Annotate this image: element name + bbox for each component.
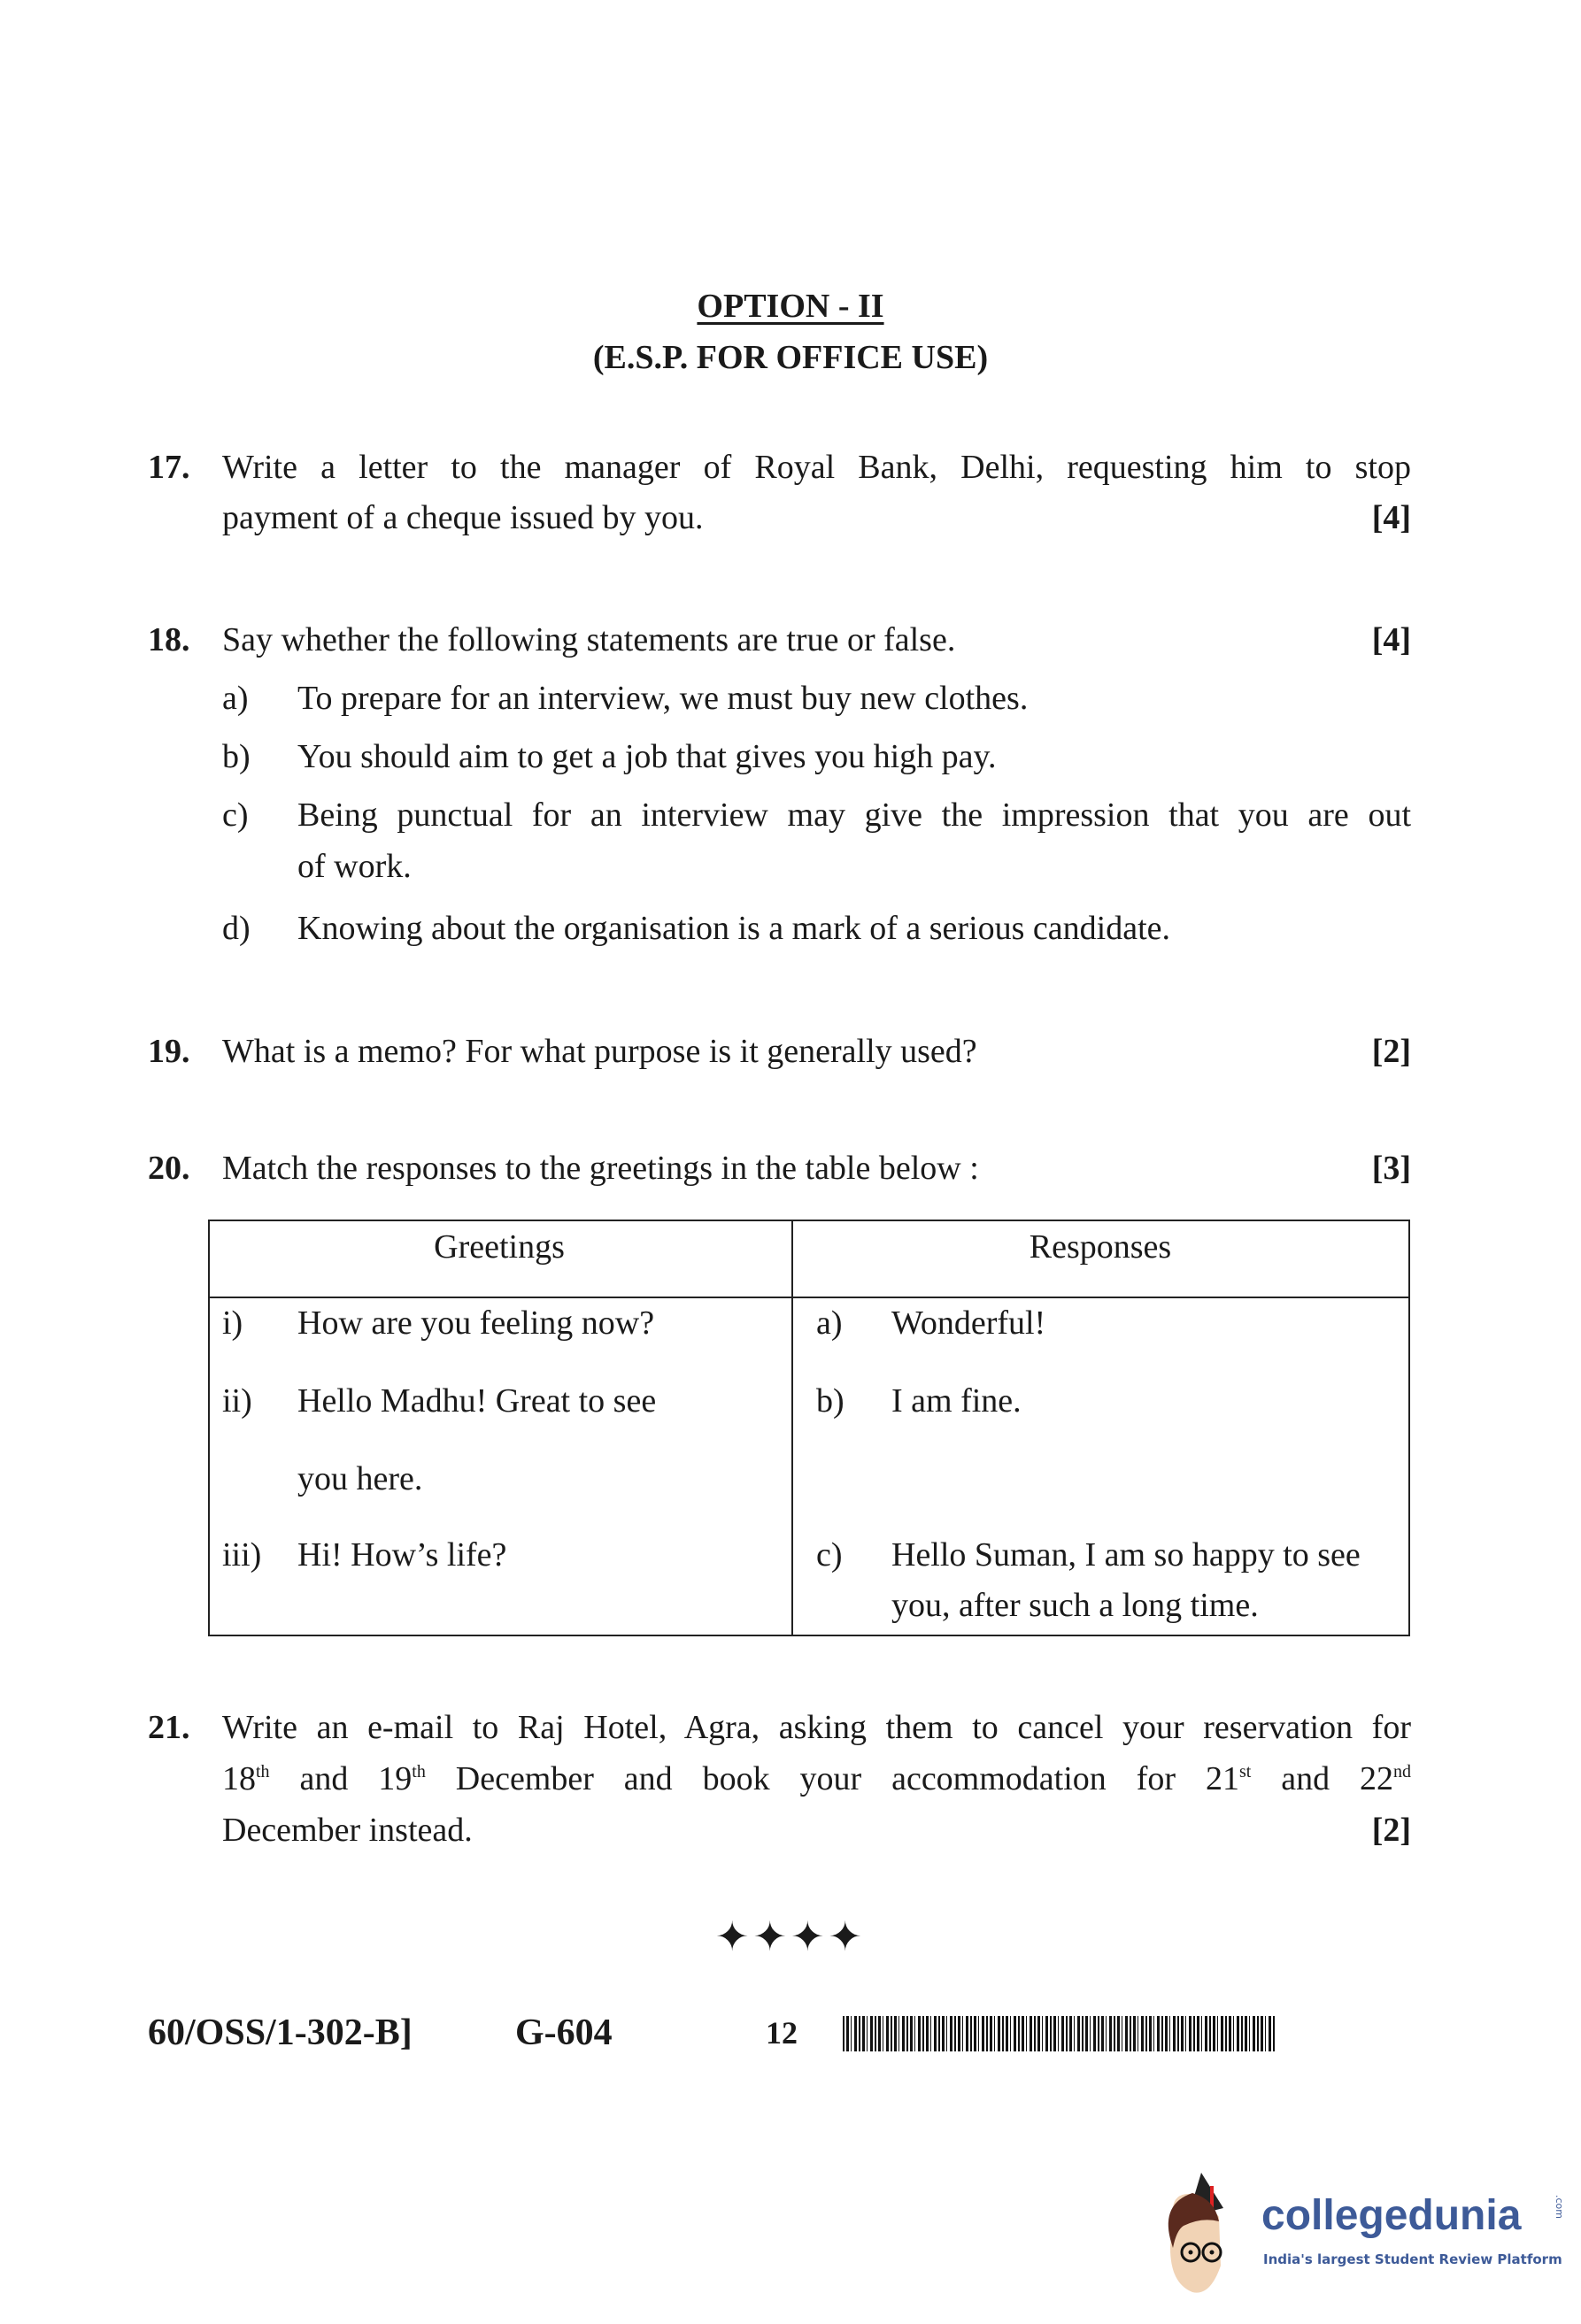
item-label: b) <box>222 738 251 775</box>
question-marks: [2] <box>1371 1812 1411 1849</box>
statement: Knowing about the organisation is a mark of a serious candidate. <box>297 910 1170 947</box>
column-header-greetings: Greetings <box>434 1228 565 1266</box>
barcode <box>843 2016 1275 2051</box>
question-text: December instead. <box>222 1812 473 1849</box>
response-label: a) <box>816 1304 843 1342</box>
column-header-responses: Responses <box>1029 1228 1172 1266</box>
greeting-text: Hi! How’s life? <box>297 1536 507 1574</box>
greeting-label: ii) <box>222 1382 252 1420</box>
logo-wordmark: collegedunia <box>1261 2192 1522 2239</box>
option-title: OPTION - II <box>697 288 884 325</box>
statement: Being punctual for an interview may give the impression that you are out <box>297 796 1411 834</box>
question-number: 21. <box>148 1709 190 1746</box>
response-text: I am fine. <box>891 1382 1022 1420</box>
statement: To prepare for an interview, we must buy new clothes. <box>297 680 1029 717</box>
question-text: Write a letter to the manager of Royal Bank, Delhi, requesting him to stop <box>222 449 1411 486</box>
statement: You should aim to get a job that gives you high pay. <box>297 738 997 775</box>
logo-suffix: .com <box>1554 2195 1565 2219</box>
question-text: What is a memo? For what purpose is it generally used? <box>222 1033 977 1070</box>
question-number: 18. <box>148 621 190 658</box>
response-text: Hello Suman, I am so happy to see <box>891 1536 1361 1574</box>
response-text-continued: you, after such a long time. <box>891 1587 1259 1624</box>
column-divider <box>791 1221 793 1635</box>
question-marks: [4] <box>1371 621 1411 658</box>
question-number: 17. <box>148 449 190 486</box>
question-number: 19. <box>148 1033 190 1070</box>
greeting-label: i) <box>222 1304 243 1342</box>
logo-tagline: India's largest Student Review Platform <box>1263 2251 1562 2267</box>
response-label: b) <box>816 1382 844 1420</box>
question-number: 20. <box>148 1150 190 1187</box>
end-of-paper-stars: ✦✦✦✦ <box>714 1914 867 1959</box>
greeting-label: iii) <box>222 1536 262 1574</box>
greeting-text: How are you feeling now? <box>297 1304 655 1342</box>
header-divider <box>210 1297 1408 1298</box>
mascot-icon <box>1157 2168 1263 2301</box>
question-text: Write an e-mail to Raj Hotel, Agra, asking them to cancel your reservation for <box>222 1709 1411 1746</box>
statement-continued: of work. <box>297 848 412 885</box>
question-text: Say whether the following statements are true or false. <box>222 621 956 658</box>
question-marks: [3] <box>1371 1150 1411 1187</box>
paper-code: 60/OSS/1-302-B] <box>148 2012 413 2053</box>
item-label: a) <box>222 680 249 717</box>
question-text: 18th and 19th December and book your accommodation for 21st and 22nd <box>222 1760 1411 1797</box>
question-text: Match the responses to the greetings in the table below : <box>222 1150 979 1187</box>
greeting-text: Hello Madhu! Great to see <box>297 1382 657 1420</box>
series-code: G-604 <box>515 2012 613 2053</box>
question-text: payment of a cheque issued by you. <box>222 499 704 536</box>
item-label: c) <box>222 796 249 834</box>
response-label: c) <box>816 1536 843 1574</box>
item-label: d) <box>222 910 251 947</box>
response-text: Wonderful! <box>891 1304 1046 1342</box>
question-marks: [2] <box>1371 1033 1411 1070</box>
collegedunia-logo <box>1157 2168 1573 2301</box>
question-marks: [4] <box>1371 499 1411 536</box>
greeting-text-continued: you here. <box>297 1460 423 1497</box>
page-number: 12 <box>766 2015 798 2051</box>
section-subtitle: (E.S.P. FOR OFFICE USE) <box>592 339 989 376</box>
